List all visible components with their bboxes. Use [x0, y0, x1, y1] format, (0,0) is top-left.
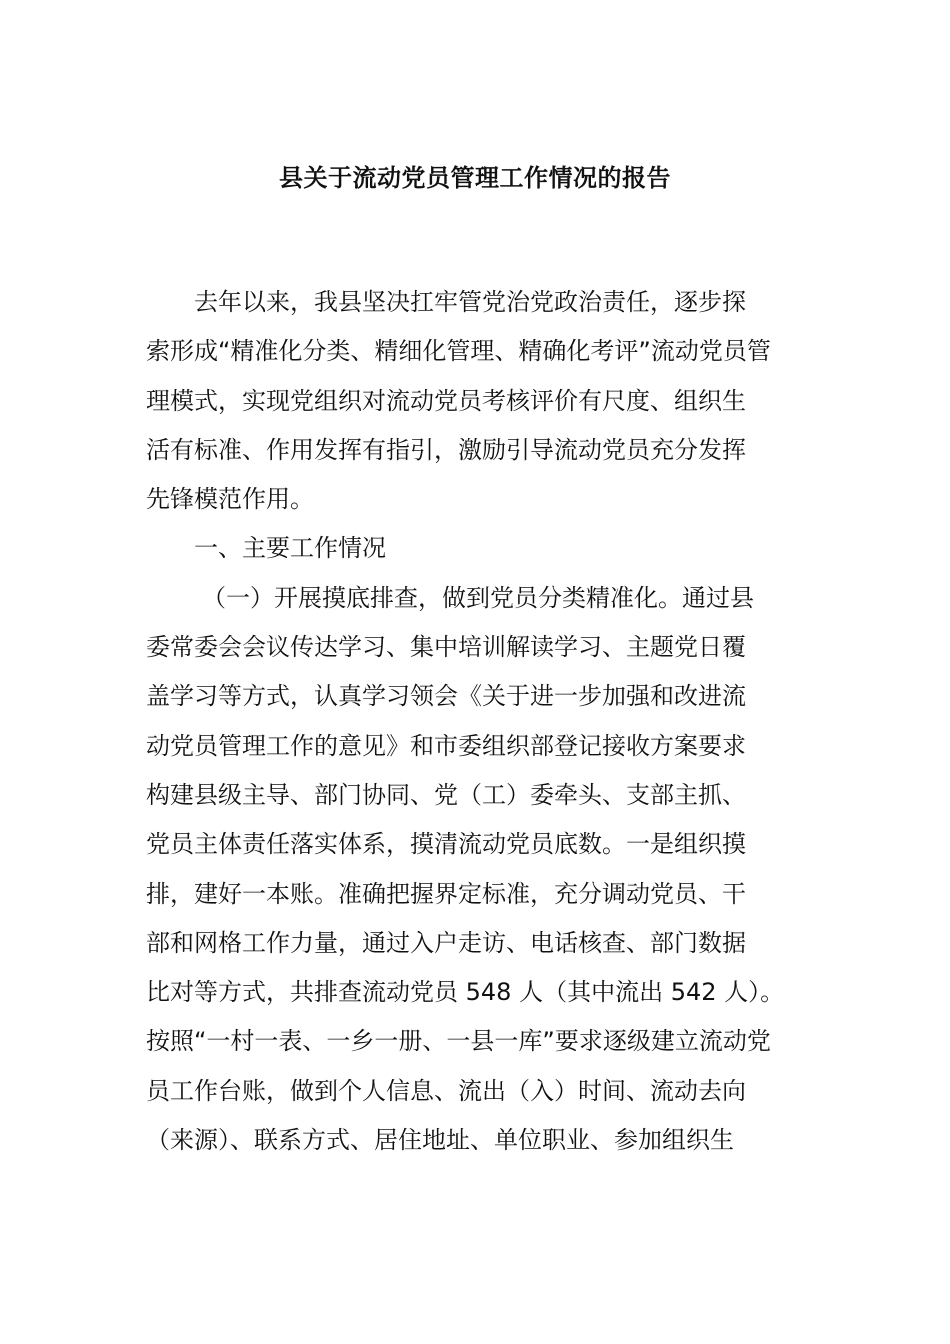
document-body — [146, 278, 826, 1165]
paragraph-line: （来源）、联系方式、居住地址、单位职业、参加组织生 — [146, 1126, 734, 1155]
paragraph-line: 去年以来，我县坚决扛牢管党治党政治责任，逐步探 — [194, 288, 746, 316]
paragraph-line: 索形成“精准化分类、精细化管理、精确化考评”流动党员管 — [146, 337, 771, 366]
paragraph-line: 按照“一村一表、一乡一册、一县一库”要求逐级建立流动党 — [146, 1027, 771, 1056]
paragraph-line: 委常委会会议传达学习、集中培训解读学习、主题党日覆 — [146, 633, 746, 662]
paragraph-line: 理模式，实现党组织对流动党员考核评价有尺度、组织生 — [146, 386, 746, 415]
section-heading: 一、主要工作情况 — [194, 534, 386, 563]
paragraph-line: 动党员管理工作的意见》和市委组织部登记接收方案要求 — [146, 731, 746, 760]
paragraph-line: 构建县级主导、部门协同、党（工）委牵头、支部主抓、 — [146, 780, 746, 809]
subsection-heading-line: （一）开展摸底排查，做到党员分类精准化。通过县 — [202, 583, 754, 612]
paragraph-line: 员工作台账，做到个人信息、流出（入）时间、流动去向 — [146, 1076, 746, 1105]
document-title: 县关于流动党员管理工作情况的报告 — [279, 164, 671, 192]
paragraph-line: 排，建好一本账。准确把握界定标准，充分调动党员、干 — [146, 879, 746, 908]
paragraph-line: 比对等方式，共排查流动党员 548 人（其中流出 542 人）。 — [146, 978, 785, 1007]
paragraph-line: 活有标准、作用发挥有指引，激励引导流动党员充分发挥 — [146, 435, 746, 464]
paragraph-line: 党员主体责任落实体系，摸清流动党员底数。一是组织摸 — [146, 830, 746, 859]
paragraph-line: 盖学习等方式，认真学习领会《关于进一步加强和改进流 — [146, 682, 746, 711]
paragraph-line: 部和网格工作力量，通过入户走访、电话核查、部门数据 — [146, 928, 746, 957]
paragraph-line: 先锋模范作用。 — [146, 485, 314, 514]
